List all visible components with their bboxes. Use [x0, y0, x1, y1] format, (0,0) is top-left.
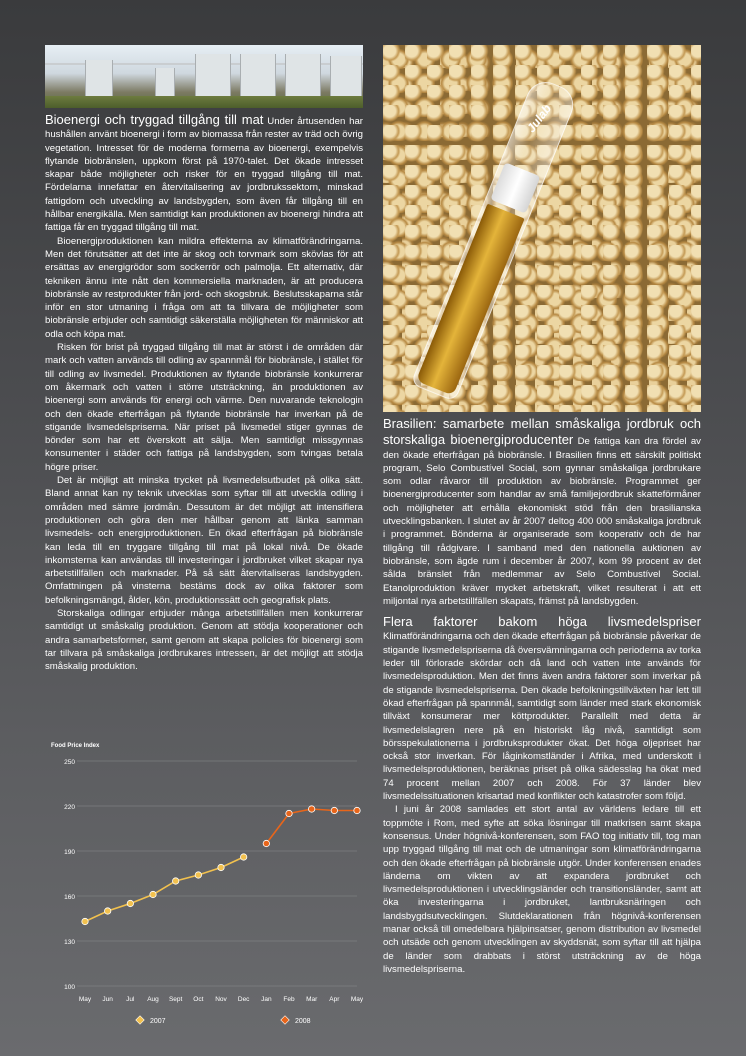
article-food-prices-paragraph-1: Klimatförändringarna och den ökade efterfrågan på biobränsle påverkar de stigande livsmedelspriserna då översvämningarna och perioderna av torka leder till förlorade skördar och då land och vatten inte används för livsmedelsproduktion. Men det finns även andra faktorer som inverkar på de stigande livsmedelspriserna. Den ökade befolkningstillväxten har lett till ökad efterfrågan på spannmål, samtidigt som länder med stark ekonomisk tillväxt konsumerar mer köttprodukter. Parallellt med detta är livsmedelslagren nere på en historiskt låg nivå, samtidigt som börsspekulationerna i jordbruksprodukter ökat. Det höga oljepriset har också stor inverkan. För låginkomstländer i Afrika, med underskott i livsmedelsproduktionen, beräknas priset på olika sädesslag ha ökat med 74 procent mellan 2007 och 2008. För 37 länder blev livsmedelssituationen krisartad med konflikter och katastrofer som följd. — [383, 631, 701, 803]
legend-label-2008: 2008 — [295, 1018, 311, 1025]
data-point-2008 — [263, 840, 269, 846]
legend-marker-2008 — [281, 1016, 289, 1024]
article-brazil — [383, 416, 701, 608]
x-tick-label: Jul — [126, 996, 135, 1003]
data-point-2007 — [127, 900, 133, 906]
article-bioenergy-paragraph-3: Risken för brist på tryggad tillgång till mat är störst i de områden där mark och vatten används till odling av spannmål för biobränsle, i stället för till odling av livsmedel. Produktionen av flytande biobränsle konkurrerar om åkermark och vatten i större utsträckning, än produktionen av bioenergi som används för energi och värme. Den nuvarande teknologin och den ökade efterfrågan på flytande biobränsle har inverkan på de stigande livsmedelspriserna. När priset på livsmedel stiger gynnas de bönder som har ett överskott att sälja. Men samtidigt missgynnas konsumenter i städer och fattiga på landsbygden, som tvingas betala högre priser. — [45, 342, 363, 473]
article-bioenergy-paragraph-2: Bioenergiproduktionen kan mildra effekterna av klimatförändringarna. Men det förutsätter att det inte är skog och torvmark som skövlas för att ersättas av energigrödor som sockerrör och palmolja. Ett alternativ, där tekniken ännu inte nått den kommersiella marknaden, är att producera biobränsle av restprodukter från jord- och skogsbruk. Beslutsskaparna står inför en stor utmaning i fråga om att ta tillvara de möjligheter som biobränsle erbjuder och samtidigt säkerställa möjligheten för människor att odla och köpa mat. — [45, 235, 363, 340]
article-food-prices-paragraph-2: I juni år 2008 samlades ett stort antal av världens ledare till ett toppmöte i Rom, med syfte att söka lösningar till matkrisen samt skapa konsensus. Under högnivå-konferensen, som FAO tog initiativ till, tog man upp tryggad tillgång till mat och de utmaningar som klimatförändringarna och den ökade efterfrågan på biobränsle utgör. Under konferensen enades länderna om vikten av att expandera jordbruket och livsmedelsproduktionen i utvecklingsländer och transitionsländer, samt att öka investeringarna i jordbruket, lantbruksnäringen och landsbygdsutvecklingen. Slutdeklarationen från högnivå-konferensen manar också till omedelbara hjälpinsatser, genom distribution av livsmedel och utsäde och genom utvecklingen av skyddsnät, som syftar till att hjälpa de länder som drabbats i störst utsträckning av de höga livsmedelspriserna. — [383, 804, 701, 975]
x-tick-label: May — [350, 996, 363, 1003]
data-point-2008 — [286, 810, 292, 816]
article-bioenergy-paragraph-5: Storskaliga odlingar erbjuder många arbetstillfällen men konkurrerar samtidigt ut småskalig produktion. Genom att stödja kooperationer och andra samarbetsformer, samt genom att skapa policies för bioenergi som tar tillvara på småskaliga jordbrukares intressen, är det möjligt att stödja småskalig produktion. — [45, 607, 363, 673]
x-tick-label: Mar — [306, 996, 318, 1003]
data-point-2007 — [150, 891, 156, 897]
y-tick-label: 160 — [64, 894, 75, 901]
chart-grid — [77, 761, 357, 986]
article-bioenergy-heading: Bioenergi och tryggad tillgång till mat — [45, 112, 264, 127]
x-tick-label: Dec — [237, 996, 250, 1003]
x-tick-label: Nov — [215, 996, 227, 1003]
article-brazil-paragraph-1: De fattiga kan dra fördel av den ökade efterfrågan på biobränsle. I Brasilien finns ett särskilt politiskt program, Selo Combustível Social, som gynnar småskaliga jordbrukare som odlar råvaror till produktion av biobränsle. Programmet ger bioenergiproducenter som handlar av små familjejordbruk skatteförmåner och möjligheter att erhålla ekonomiskt stöd från den brasilianska utvecklingsbanken. I slutet av år 2007 deltog 400 000 småskaliga jordbruk i programmet. Bönderna är organiserade som kooperativ och de har tillgång till rådgivare. I samband med den nationella auktionen av biobränsle, som ägde rum i december år 2007, kom 99 procent av det sålda bränslet från medlemmar av Selo Combustível Social. Etanolproduktion kräver mycket arbetskraft, vilket resulterat i att ett miljontal nya arbetstillfällen skapats, främst på landsbygden. — [383, 436, 701, 607]
data-point-2007 — [82, 918, 88, 924]
series-line-2008 — [266, 809, 357, 844]
x-tick-label: Feb — [283, 996, 295, 1003]
food-price-chart — [45, 738, 363, 1030]
x-tick-label: May — [78, 996, 92, 1003]
data-point-2007 — [195, 872, 201, 878]
x-tick-label: Sept — [168, 996, 183, 1003]
article-bioenergy — [45, 112, 363, 673]
article-food-prices — [383, 614, 701, 976]
article-food-prices-heading: Flera faktorer bakom höga livsmedelspriser — [383, 614, 701, 630]
y-tick-label: 100 — [64, 984, 75, 991]
chart-title: Food Price Index — [51, 743, 100, 749]
data-point-2007 — [172, 878, 178, 884]
article-bioenergy-paragraph-1: Under årtusenden har hushållen använt bioenergi i form av biomassa från rester av träd och övrig vegetation. Intresset för de moderna formerna av bioenergi, exempelvis flytande biobränslen, uppkom först på 1970-talet. Det ökade intresset skapar både möjligheter och risker för en tryggad tillgång till mat. Fördelarna innefattar en återvitalisering av jordbrukssektorn, minskad fattigdom och utveckling av landsbygden, som även får tillgång till en hållbar energikälla. Men samtidigt kan produktionen av bioenergi hindra att fattiga får en tryggad tillgång till mat. — [45, 116, 363, 234]
y-tick-label: 250 — [64, 759, 75, 766]
article-bioenergy-paragraph-4: Det är möjligt att minska trycket på livsmedelsutbudet på olika sätt. Bland annat kan ny teknik utvecklas som syftar till att utveckla odling i områden med sämre jordmån. Dessutom är det möjligt att intensifiera produktionen och göra den mer hållbar genom att länka samman livsmedels- och energiproduktionen. En ökad efterfrågan på biobränsle kan leda till en tryggare tillgång till mat på lokal nivå. De ökade inkomsterna kan användas till investeringar i jordbruket vilket skapar nya arbetstillfällen och marknader. På så sätt återvitaliseras landsbygden. Omfattningen på vinsterna bestäms dock av olika faktorer som befolkningsmängd, ålder, kön, produktionssätt och geografisk plats. — [45, 475, 363, 606]
vial-graphic — [410, 76, 579, 402]
chart-series — [82, 806, 360, 925]
legend-marker-2007 — [136, 1016, 144, 1024]
y-tick-label: 220 — [64, 804, 75, 811]
x-tick-label: Oct — [193, 996, 204, 1003]
data-point-2007 — [104, 908, 110, 914]
x-tick-label: Jun — [102, 996, 113, 1003]
biofuel-plant-photo — [45, 45, 363, 108]
food-price-chart-svg — [45, 738, 363, 1030]
chart-axes — [64, 759, 363, 1003]
left-column — [45, 45, 363, 673]
data-point-2008 — [308, 806, 314, 812]
y-tick-label: 130 — [64, 939, 75, 946]
chart-legend — [136, 1016, 311, 1025]
x-tick-label: Jan — [261, 996, 272, 1003]
data-point-2007 — [218, 864, 224, 870]
x-tick-label: Aug — [147, 996, 159, 1003]
data-point-2008 — [331, 807, 337, 813]
biofuel-vial-photo — [383, 45, 701, 412]
x-tick-label: Apr — [329, 996, 340, 1003]
data-point-2007 — [240, 854, 246, 860]
vial-label: Julab — [523, 101, 555, 136]
data-point-2008 — [354, 807, 360, 813]
y-tick-label: 190 — [64, 849, 75, 856]
article-brazil-heading: Brasilien: samarbete mellan småskaliga jordbruk och storskaliga bioenergiproducenter — [383, 416, 701, 448]
right-column — [383, 45, 701, 976]
legend-label-2007: 2007 — [150, 1018, 166, 1025]
